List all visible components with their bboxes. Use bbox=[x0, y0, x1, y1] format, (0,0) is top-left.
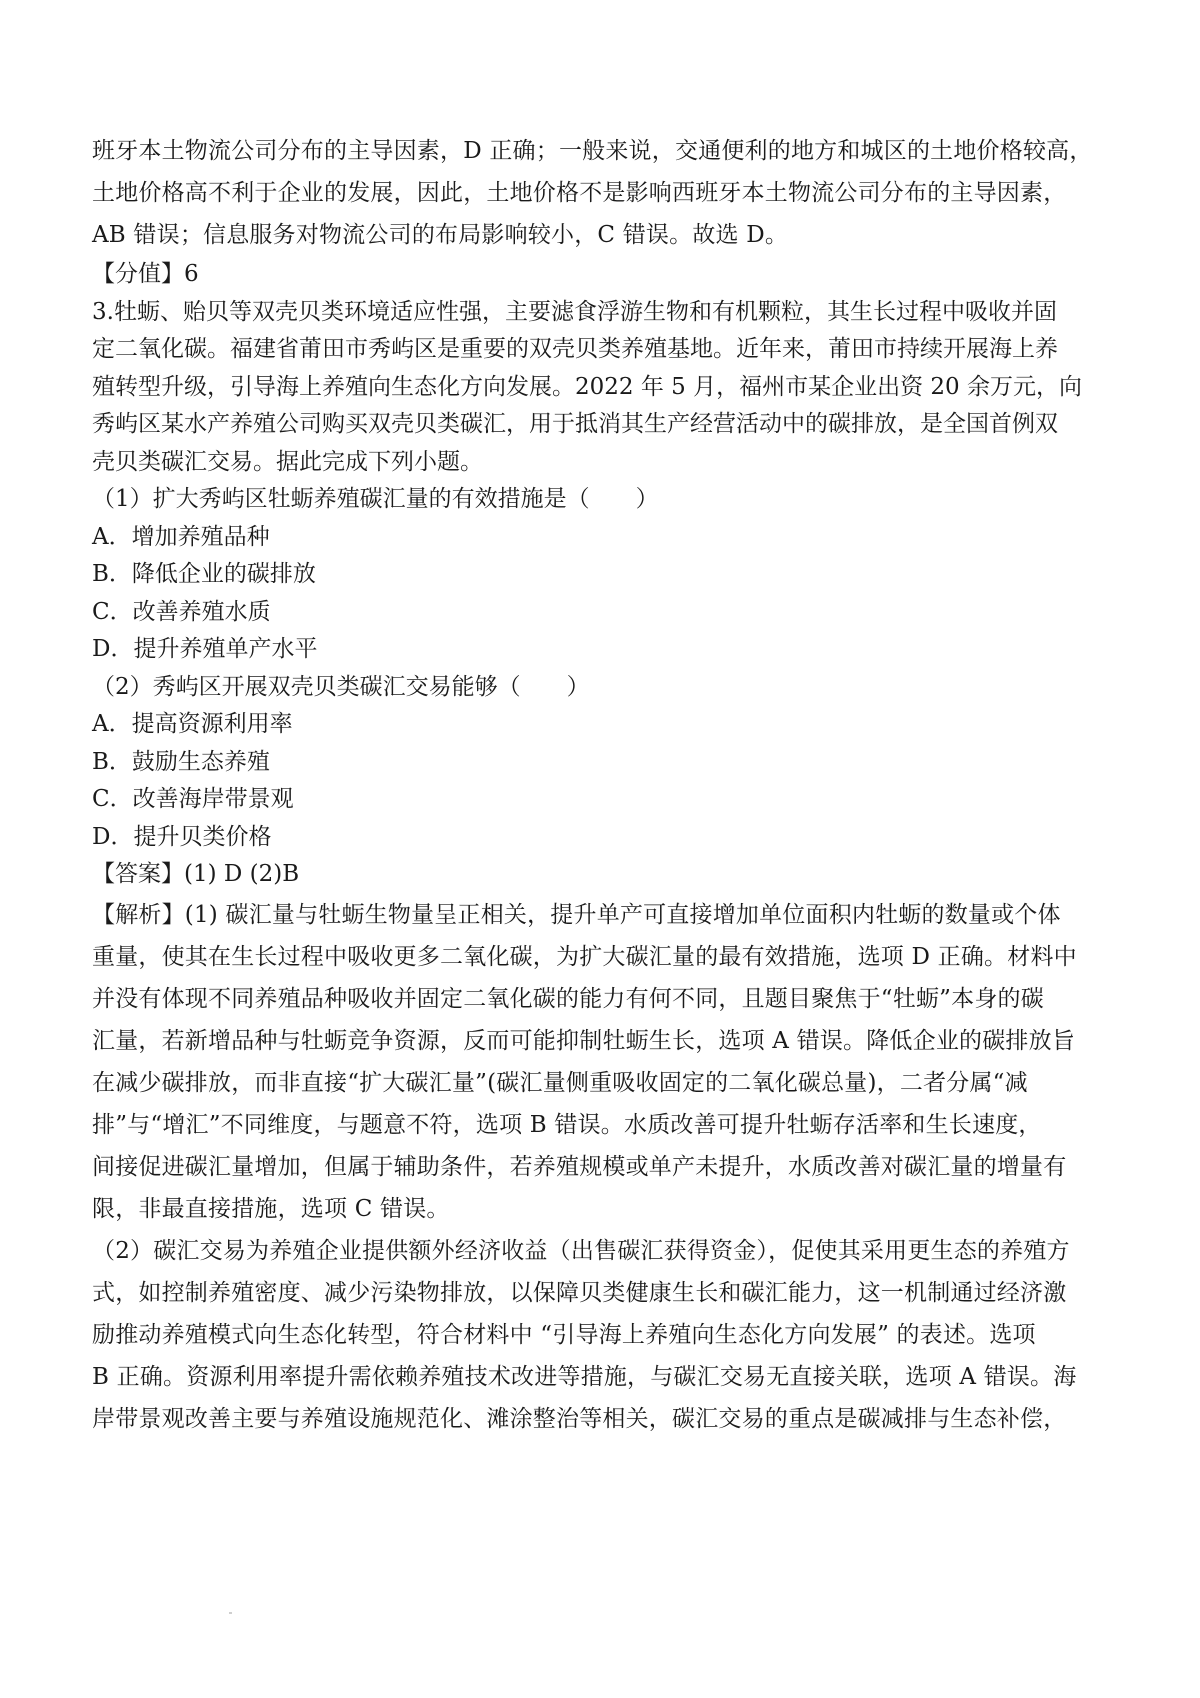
analysis-line: 岸带景观改善主要与养殖设施规范化、滩涂整治等相关，碳汇交易的重点是碳减排与生态补偿， bbox=[92, 1405, 1067, 1432]
text-line: AB 错误；信息服务对物流公司的布局影响较小，C 错误。故选 D。 bbox=[92, 222, 789, 248]
score-label: 【分值】6 bbox=[92, 261, 199, 287]
question-stem-line: 3.牡蛎、贻贝等双壳贝类环境适应性强，主要滤食浮游生物和有机颗粒，其生长过程中吸收并固 bbox=[92, 298, 1057, 325]
option-a: A．提高资源利用率 bbox=[92, 711, 293, 737]
analysis-line: 汇量，若新增品种与牡蛎竞争资源，反而可能抑制牡蛎生长，选项 A 错误。降低企业的碳排放旨 bbox=[92, 1027, 1076, 1054]
analysis-line: 限，非最直接措施，选项 C 错误。 bbox=[92, 1195, 450, 1222]
text-line: 土地价格高不利于企业的发展，因此，土地价格不是影响西班牙本土物流公司分布的主导因素， bbox=[92, 180, 1067, 206]
option-c: C．改善养殖水质 bbox=[92, 598, 271, 625]
analysis-line: 【解析】(1) 碳汇量与牡蛎生物量呈正相关，提升单产可直接增加单位面积内牡蛎的数量或个体 bbox=[92, 901, 1061, 928]
document-page bbox=[92, 130, 1108, 1440]
option-d: D．提升养殖单产水平 bbox=[92, 636, 318, 662]
analysis-line: 重量，使其在生长过程中吸收更多二氧化碳，为扩大碳汇量的最有效措施，选项 D 正确。材料中 bbox=[92, 943, 1077, 970]
analysis-section bbox=[92, 894, 1108, 1440]
question-stem-line: 殖转型升级，引导海上养殖向生态化方向发展。2022 年 5 月，福州市某企业出资 20 余万元，向 bbox=[92, 373, 1082, 400]
analysis-line: 间接促进碳汇量增加，但属于辅助条件，若养殖规模或单产未提升，水质改善对碳汇量的增量有 bbox=[92, 1153, 1067, 1180]
analysis-line: B 正确。资源利用率提升需依赖养殖技术改进等措施，与碳汇交易无直接关联，选项 A 错误。海 bbox=[92, 1363, 1077, 1390]
footer-mark bbox=[229, 1612, 232, 1614]
option-c: C．改善海岸带景观 bbox=[92, 786, 294, 812]
question-stem-line: 秀屿区某水产养殖公司购买双壳贝类碳汇，用于抵消其生产经营活动中的碳排放，是全国首例双 bbox=[92, 411, 1058, 437]
option-a: A．增加养殖品种 bbox=[92, 523, 270, 550]
question-stem-line: 壳贝类碳汇交易。据此完成下列小题。 bbox=[92, 448, 483, 475]
previous-answer-explanation bbox=[92, 130, 1108, 256]
analysis-line: 排”与“增汇”不同维度，与题意不符，选项 B 错误。水质改善可提升牡蛎存活率和生长速度， bbox=[92, 1111, 1042, 1138]
option-d: D．提升贝类价格 bbox=[92, 823, 272, 850]
option-b: B．降低企业的碳排放 bbox=[92, 561, 316, 587]
analysis-line: （2）碳汇交易为养殖企业提供额外经济收益（出售碳汇获得资金），促使其采用更生态的养殖方 bbox=[92, 1237, 1070, 1264]
analysis-line: 式，如控制养殖密度、减少污染物排放，以保障贝类健康生长和碳汇能力，这一机制通过经济激 bbox=[92, 1279, 1067, 1306]
question-stem-line: 定二氧化碳。福建省莆田市秀屿区是重要的双壳贝类养殖基地。近年来，莆田市持续开展海上养 bbox=[92, 336, 1058, 362]
question-3 bbox=[92, 256, 1108, 894]
sub-question-2: （2）秀屿区开展双壳贝类碳汇交易能够（ ） bbox=[92, 673, 590, 700]
sub-question-1: （1）扩大秀屿区牡蛎养殖碳汇量的有效措施是（ ） bbox=[92, 486, 659, 512]
option-b: B．鼓励生态养殖 bbox=[92, 748, 270, 775]
answer-line: 【答案】(1) D (2)B bbox=[92, 861, 300, 887]
text-line: 班牙本土物流公司分布的主导因素，D 正确；一般来说，交通便利的地方和城区的土地价格较高， bbox=[92, 138, 1093, 164]
analysis-line: 在减少碳排放，而非直接“扩大碳汇量”(碳汇量侧重吸收固定的二氧化碳总量)，二者分属“减 bbox=[92, 1069, 1028, 1096]
analysis-line: 并没有体现不同养殖品种吸收并固定二氧化碳的能力有何不同，且题目聚焦于“牡蛎”本身的碳 bbox=[92, 985, 1044, 1012]
analysis-line: 励推动养殖模式向生态化转型，符合材料中 “引导海上养殖向生态化方向发展” 的表述。选项 bbox=[92, 1321, 1036, 1348]
